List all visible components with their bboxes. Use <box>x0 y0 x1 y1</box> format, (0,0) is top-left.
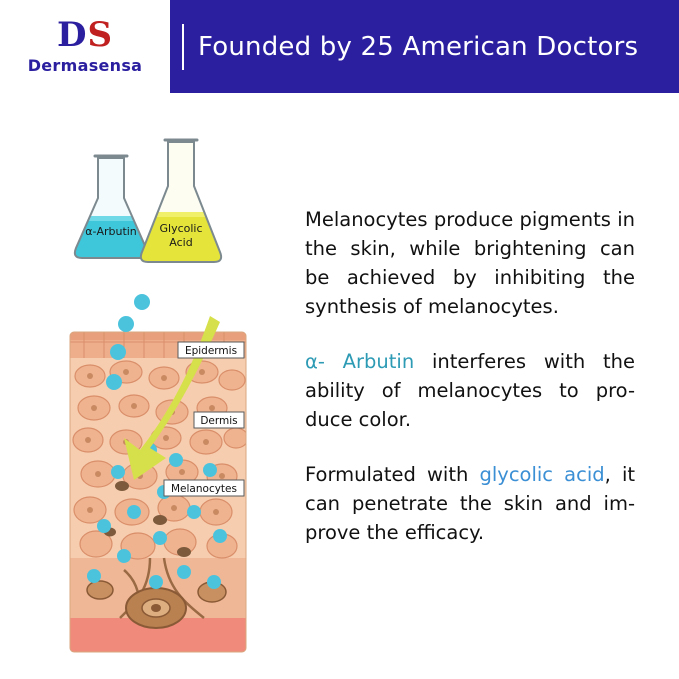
page-header <box>0 0 679 93</box>
svg-text:Dermis: Dermis <box>200 415 238 427</box>
svg-text:Melanocytes: Melanocytes <box>171 483 237 495</box>
flask-right-label-line2: Acid <box>169 236 193 249</box>
description-text <box>305 205 635 547</box>
paragraph-3 <box>305 460 635 547</box>
flask-right-label-line1: Glycolic <box>159 222 203 235</box>
skin-diagram <box>64 120 286 665</box>
svg-text:Epidermis: Epidermis <box>184 345 238 357</box>
logo-monogram <box>56 15 114 55</box>
header-title: Founded by 25 American Doctors <box>198 31 639 62</box>
brand-logo <box>0 0 170 93</box>
header-divider <box>182 24 184 70</box>
content-area <box>0 93 679 679</box>
paragraph-2-rest: interferes with the ability of melanocytes to pro-duce color. <box>305 350 635 431</box>
paragraph-3-pre: Formulated with <box>305 463 480 486</box>
layer-label-melanocytes <box>164 480 244 496</box>
glycolic-acid-highlight: glycolic acid <box>479 463 605 486</box>
arbutin-highlight: α- Arbutin <box>305 350 415 373</box>
logo-letter-d: D <box>56 15 88 55</box>
paragraph-3-post: , it can penetrate the skin and im-prove the efficacy. <box>305 463 636 544</box>
flask-left-label: α-Arbutin <box>85 225 137 238</box>
flask-glycolic-acid <box>124 120 244 290</box>
brand-name: Dermasensa <box>27 56 143 75</box>
logo-letter-s: S <box>87 15 114 55</box>
layer-label-dermis <box>194 412 244 428</box>
paragraph-1: Melanocytes produce pigments in the skin, while brightening can be achieved by inhibiting the synthesis of melanocytes. <box>305 208 635 318</box>
layer-label-epidermis <box>178 342 244 358</box>
paragraph-2 <box>305 347 635 434</box>
